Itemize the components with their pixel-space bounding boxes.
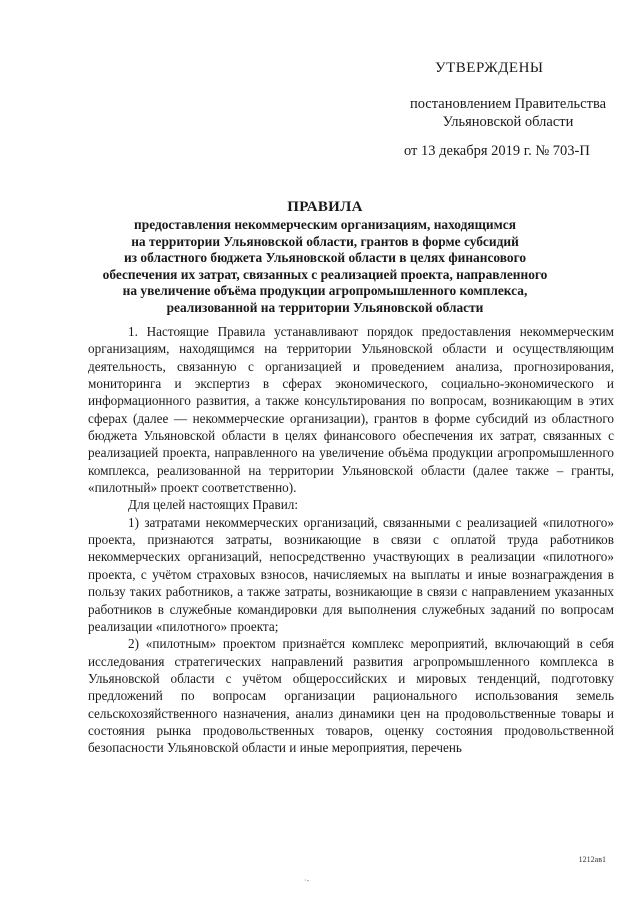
subtitle-line: на территории Ульяновской области, грантов в форме субсидий — [131, 233, 519, 249]
document-code: 1212ав1 — [578, 855, 606, 864]
approved-heading: УТВЕРЖДЕНЫ — [435, 60, 544, 76]
document-body — [88, 323, 614, 757]
subtitle-line: предоставления некоммерческим организациям, находящимся — [134, 217, 516, 232]
page-mark: ·- — [304, 876, 310, 885]
subtitle-line: на увеличение объёма продукции агропромышленного комплекса, — [122, 283, 528, 298]
decree-line-1: постановлением Правительства — [409, 96, 607, 112]
decree-date: от 13 декабря 2019 г. № 703-П — [404, 143, 590, 159]
subtitle-line: реализованной на территории Ульяновской области — [166, 299, 484, 315]
decree-line-2: Ульяновской области — [442, 114, 574, 130]
paragraph: Для целей настоящих Правил: — [128, 497, 299, 513]
document-title: ПРАВИЛА — [287, 199, 363, 215]
document-title-block — [40, 198, 610, 316]
paragraph: 2) «пилотным» проектом признаётся комплекс мероприятий, включающий в себя исследования стратегических направлений развития агропромышленного комплекса в Ульяновской области с учётом общероссийских и мировых тенденций, подготовку предложений по вопросам организации рационального использования земель сельскохозяйственного назначения, анализ динамики цен на продовольственные товары и состояния рынка продовольственных товаров, оценку состояния продовольственной безопасности Ульяновской области и иные мероприятия, перечень — [88, 636, 614, 756]
paragraph: 1) затратами некоммерческих организаций, связанными с реализацией «пилотного» проекта, признаются затраты, возникающие в связи с оплатой труда работников некоммерческих организаций, непосредственно участвующих в реализации «пилотного» проекта, с учётом страховых взносов, начисляемых на выплаты и иные вознаграждения в пользу таких работников, а также затраты, возникающие в связи с направлением указанных работников в служебные командировки для выполнения служебных заданий по вопросам реализации «пилотного» проекта; — [88, 514, 614, 634]
subtitle-line: обеспечения их затрат, связанных с реализацией проекта, направленного — [102, 266, 548, 282]
decree-reference — [398, 95, 618, 131]
paragraph: 1. Настоящие Правила устанавливают порядок предоставления некоммерческим организациям, находящимся на территории Ульяновской области и осуществляющим деятельность, связанную с организацией и проведением анализа, прогнозирования, мониторинга и экспертиз в сферах экономического, социально-экономического и информационного развития, а также консультирования по вопросам, возникающим в этих сферах (далее — некоммерческие организации), грантов в форме субсидий из областного бюджета Ульяновской области в целях финансового обеспечения их затрат, связанных с реализацией проекта, направленного на увеличение объёма продукции агропромышленного комплекса, реализованной на территории Ульяновской области (далее также – гранты, «пилотный» проект соответственно). — [88, 324, 614, 496]
document-subtitle — [40, 217, 610, 316]
subtitle-line: из областного бюджета Ульяновской области в целях финансового — [123, 250, 527, 265]
